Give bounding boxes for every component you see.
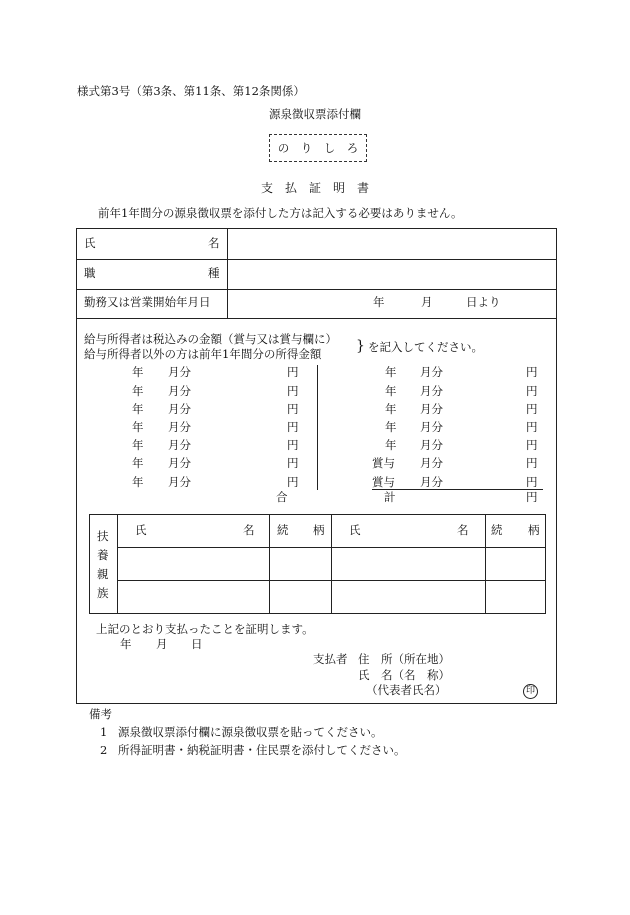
- seal-mark: 印: [523, 684, 538, 699]
- dep-name-header-2: 名: [243, 523, 255, 537]
- representative-label: （代表者氏名）: [366, 683, 447, 697]
- income-left-month: 月分: [168, 402, 191, 416]
- income-note-line2: 給与所得者以外の方は前年1年間分の所得金額: [84, 347, 322, 361]
- glue-label: の り し ろ: [277, 141, 359, 155]
- income-right-month: 月分: [420, 402, 443, 416]
- start-date-label: 勤務又は営業開始年月日: [84, 295, 211, 309]
- income-left-year: 年: [132, 384, 144, 398]
- remark-num-1: 1: [100, 725, 108, 739]
- certify-day: 日: [191, 637, 203, 651]
- income-right-year: 年: [385, 384, 397, 398]
- info-col-divider: [227, 228, 228, 319]
- income-note-suffix: を記入してください。: [368, 340, 483, 354]
- income-left-month: 月分: [168, 365, 191, 379]
- remarks-title: 備考: [89, 707, 112, 721]
- income-left-year: 年: [132, 456, 144, 470]
- dep-rel-header-1b: 続: [491, 523, 503, 537]
- income-right-bonus: 賞与: [372, 456, 395, 470]
- income-left-yen: 円: [287, 402, 299, 416]
- glue-area: [269, 134, 367, 162]
- attach-title: 源泉徴収票添付欄: [269, 107, 361, 121]
- income-right-bonus: 賞与: [372, 475, 395, 489]
- income-right-year: 年: [385, 402, 397, 416]
- dep-side-label-1: 扶: [97, 529, 109, 543]
- name-label-1: 氏: [84, 236, 96, 250]
- bracket-glyph: }: [356, 338, 365, 354]
- start-year: 年: [373, 295, 385, 309]
- income-right-month: 月分: [420, 475, 443, 489]
- income-left-yen: 円: [287, 365, 299, 379]
- income-right-yen: 円: [526, 402, 538, 416]
- start-day-from: 日より: [466, 295, 501, 309]
- income-left-month: 月分: [168, 475, 191, 489]
- remark-num-2: 2: [100, 743, 108, 757]
- dep-name-header-2b: 名: [457, 523, 469, 537]
- income-left-year: 年: [132, 402, 144, 416]
- income-left-year: 年: [132, 475, 144, 489]
- total-yen: 円: [526, 490, 538, 504]
- dep-side-label-3: 親: [97, 567, 109, 581]
- certify-month: 月: [156, 637, 168, 651]
- income-left-month: 月分: [168, 456, 191, 470]
- job-label-2: 種: [208, 266, 220, 280]
- dep-name-header-1b: 氏: [349, 523, 361, 537]
- dep-rel-header-2b: 柄: [528, 523, 540, 537]
- total-line: [372, 489, 543, 490]
- income-left-yen: 円: [287, 384, 299, 398]
- info-divider: [76, 289, 557, 290]
- certify-statement: 上記のとおり支払ったことを証明します。: [96, 622, 314, 636]
- income-right-yen: 円: [526, 420, 538, 434]
- instruction: 前年1年間分の源泉徴収票を添付した方は記入する必要はありません。: [98, 206, 463, 220]
- dep-col-divider: [269, 514, 270, 614]
- income-right-month: 月分: [420, 438, 443, 452]
- income-left-month: 月分: [168, 384, 191, 398]
- income-right-yen: 円: [526, 438, 538, 452]
- income-right-yen: 円: [526, 475, 538, 489]
- name-label-2: 名: [208, 236, 220, 250]
- dep-rel-header-1: 続: [277, 523, 289, 537]
- dep-col-divider: [117, 514, 118, 614]
- doc-title: 支 払 証 明 書: [260, 181, 369, 195]
- info-divider: [76, 259, 557, 260]
- income-left-yen: 円: [287, 475, 299, 489]
- income-right-year: 年: [385, 438, 397, 452]
- income-center-divider: [317, 365, 318, 490]
- income-left-year: 年: [132, 420, 144, 434]
- income-left-yen: 円: [287, 438, 299, 452]
- income-right-month: 月分: [420, 420, 443, 434]
- dep-col-divider: [485, 514, 486, 614]
- income-left-year: 年: [132, 365, 144, 379]
- remark-text-2: 所得証明書・納税証明書・住民票を添付してください。: [118, 743, 406, 757]
- income-right-year: 年: [385, 365, 397, 379]
- dep-rel-header-2: 柄: [313, 523, 325, 537]
- dep-name-header-1: 氏: [135, 523, 147, 537]
- dep-col-divider: [331, 514, 332, 614]
- job-label-1: 職: [84, 266, 96, 280]
- income-left-month: 月分: [168, 438, 191, 452]
- income-right-month: 月分: [420, 365, 443, 379]
- income-left-month: 月分: [168, 420, 191, 434]
- income-left-yen: 円: [287, 456, 299, 470]
- income-note-line1: 給与所得者は税込みの金額（賞与又は賞与欄に）: [84, 332, 337, 346]
- income-right-month: 月分: [420, 384, 443, 398]
- certify-year: 年: [120, 637, 132, 651]
- income-right-yen: 円: [526, 365, 538, 379]
- income-right-yen: 円: [526, 384, 538, 398]
- remark-text-1: 源泉徴収票添付欄に源泉徴収票を貼ってください。: [118, 725, 383, 739]
- income-left-yen: 円: [287, 420, 299, 434]
- income-right-yen: 円: [526, 456, 538, 470]
- income-right-year: 年: [385, 420, 397, 434]
- dep-row-divider: [117, 547, 546, 548]
- income-left-year: 年: [132, 438, 144, 452]
- address-label: 住 所（所在地）: [358, 652, 450, 666]
- dep-side-label-2: 養: [97, 548, 109, 562]
- payer-label: 支払者: [313, 652, 348, 666]
- dep-row-divider: [117, 580, 546, 581]
- dep-side-label-4: 族: [97, 586, 109, 600]
- name-label: 氏 名（名 称）: [358, 668, 450, 682]
- form-number: 様式第3号（第3条、第11条、第12条関係）: [77, 84, 305, 98]
- total-label-2: 計: [384, 490, 396, 504]
- total-label-1: 合: [276, 490, 288, 504]
- income-right-month: 月分: [420, 456, 443, 470]
- start-month: 月: [421, 295, 433, 309]
